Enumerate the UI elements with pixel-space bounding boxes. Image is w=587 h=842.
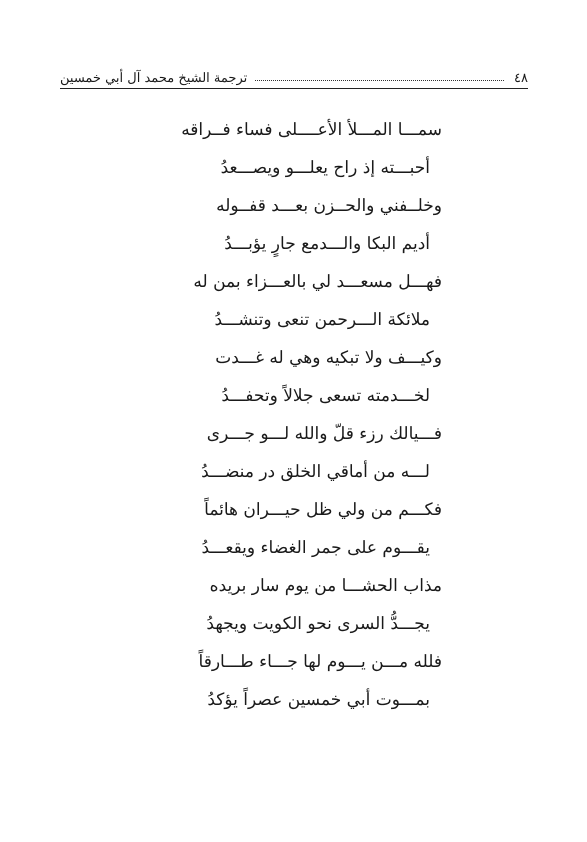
verse-text: يجـــدُّ السرى نحو الكويت ويجهدُ [206,614,430,634]
verse-line [0,148,587,188]
verse-text: يقـــوم على جمر الغضاء ويقعـــدُ [201,538,430,558]
verse-text: فكـــم من ولي ظل حيـــران هائماً [204,500,442,520]
page-header [60,64,528,86]
verse-text: مذاب الحشـــا من يوم سار بريده [209,576,442,596]
verse-line [0,604,587,644]
header-rule [60,88,528,89]
verse-line [0,528,587,568]
verse-text: وكيـــف ولا تبكيه وهي له غـــدت [215,348,442,368]
verse-line [0,642,587,682]
verse-line [0,186,587,226]
verse-line [0,376,587,416]
verse-line [0,414,587,454]
verse-line [0,110,587,150]
verse-line [0,680,587,720]
running-title: ترجمة الشيخ محمد آل أبي خمسين [60,71,248,86]
verse-text: لـــه من أماقي الخلق در منضـــدُ [201,462,430,482]
verse-line [0,490,587,530]
dotted-leader [255,80,504,81]
verse-text: أديم البكا والـــدمع جارٍ يؤبـــدُ [224,234,430,254]
verse-text: سمـــا المـــلأ الأعــــلى فساء فــراقه [181,120,442,140]
verse-text: فهـــل مسعـــد لي بالعـــزاء بمن له [193,272,442,292]
verse-text: فلله مـــن يـــوم لها جـــاء طـــارقاً [198,652,442,672]
verse-line [0,300,587,340]
verse-text: فـــيالك رزء قلّ والله لـــو جـــرى [206,424,442,444]
verse-line [0,452,587,492]
page-number: ٤٨ [514,71,528,86]
verse-text: لخـــدمته تسعى جلالاً وتحفـــدُ [221,386,430,406]
verse-line [0,262,587,302]
verse-line [0,224,587,264]
verse-line [0,338,587,378]
verse-text: بمـــوت أبي خمسين عصراً يؤكدُ [207,690,430,710]
verse-text: وخلــفني والحــزن بعـــد قفــوله [216,196,442,216]
verse-text: أحبـــته إذ راح يعلـــو ويصـــعدُ [220,158,430,178]
verse-text: ملائكة الـــرحمن تنعى وتنشـــدُ [214,310,430,330]
verse-line [0,566,587,606]
